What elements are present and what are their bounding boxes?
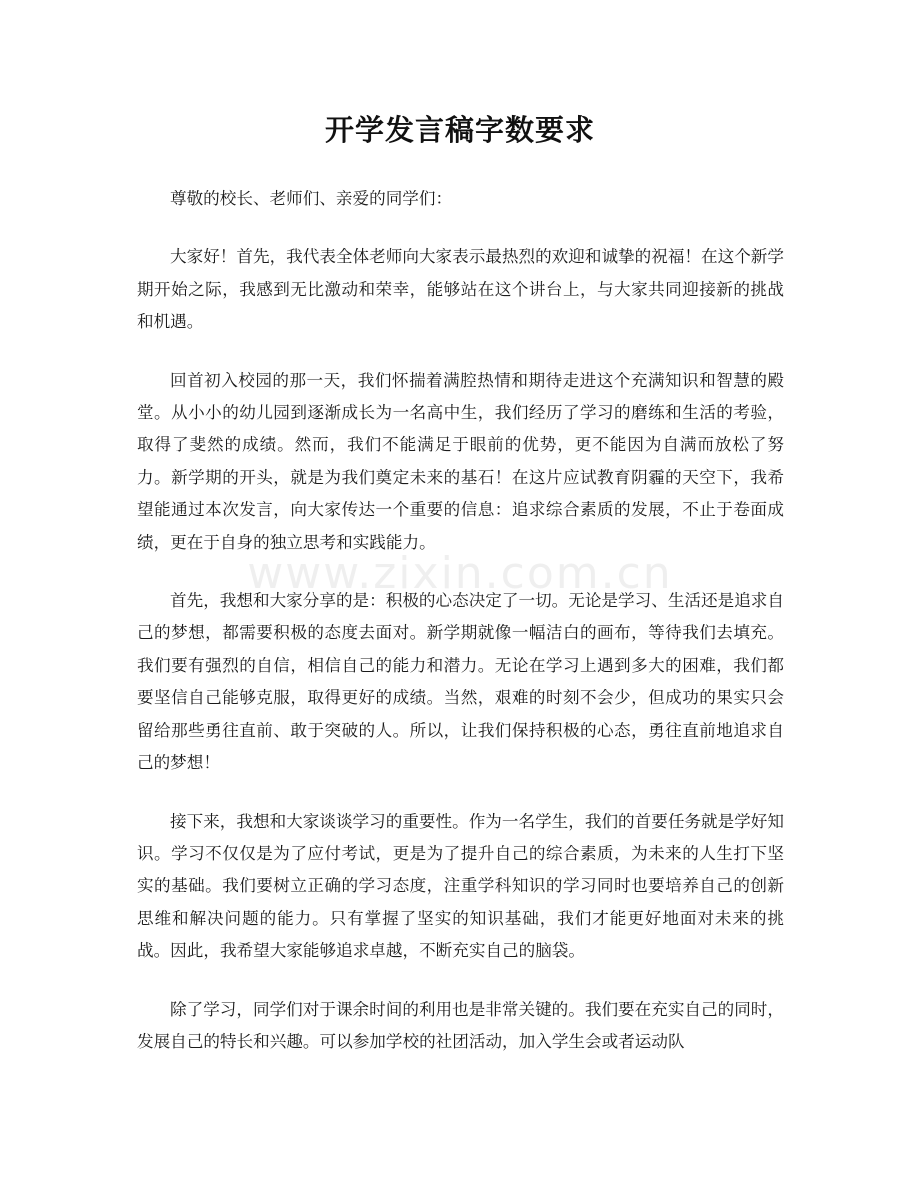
paragraph-study: 接下来，我想和大家谈谈学习的重要性。作为一名学生，我们的首要任务就是学好知识。学习不仅仅是为了应付考试，更是为了提升自己的综合素质，为未来的人生打下坚实的基础。我们要树立正确的学习态度，注重学科知识的学习同时也要培养自己的创新思维和解决问题的能力。只有掌握了坚实的知识基础，我们才能更好地面对未来的挑战。因此，我希望大家能够追求卓越，不断充实自己的脑袋。	[137, 811, 784, 961]
document-body	[137, 183, 784, 1084]
paragraph-salutation: 尊敬的校长、老师们、亲爱的同学们：	[170, 189, 453, 208]
watermark-text: www.zixin.com.cn	[247, 548, 673, 599]
paragraph-attitude: 首先，我想和大家分享的是：积极的心态决定了一切。无论是学习、生活还是追求自己的梦想，都需要积极的态度去面对。新学期就像一幅洁白的画布，等待我们去填充。我们要有强烈的自信，相信自己的能力和潜力。无论在学习上遇到多大的困难，我们都要坚信自己能够克服，取得更好的成绩。当然，艰难的时刻不会少，但成功的果实只会留给那些勇往直前、敢于突破的人。所以，让我们保持积极的心态，勇往直前地追求自己的梦想！	[137, 591, 784, 773]
paragraph-extracurricular: 除了学习，同学们对于课余时间的利用也是非常关键的。我们要在充实自己的同时，发展自己的特长和兴趣。可以参加学校的社团活动，加入学生会或者运动队	[137, 999, 784, 1051]
document-title: 开学发言稿字数要求	[324, 113, 595, 147]
paragraph-retrospect: 回首初入校园的那一天，我们怀揣着满腔热情和期待走进这个充满知识和智慧的殿堂。从小小的幼儿园到逐渐成长为一名高中生，我们经历了学习的磨练和生活的考验，取得了斐然的成绩。然而，我们不能满足于眼前的优势，更不能因为自满而放松了努力。新学期的开头，就是为我们奠定未来的基石！在这片应试教育阴霾的天空下，我希望能通过本次发言，向大家传达一个重要的信息：追求综合素质的发展，不止于卷面成绩，更在于自身的独立思考和实践能力。	[137, 370, 784, 552]
paragraph-greeting: 大家好！首先，我代表全体老师向大家表示最热烈的欢迎和诚挚的祝福！在这个新学期开始之际，我感到无比激动和荣幸，能够站在这个讲台上，与大家共同迎接新的挑战和机遇。	[137, 247, 784, 332]
